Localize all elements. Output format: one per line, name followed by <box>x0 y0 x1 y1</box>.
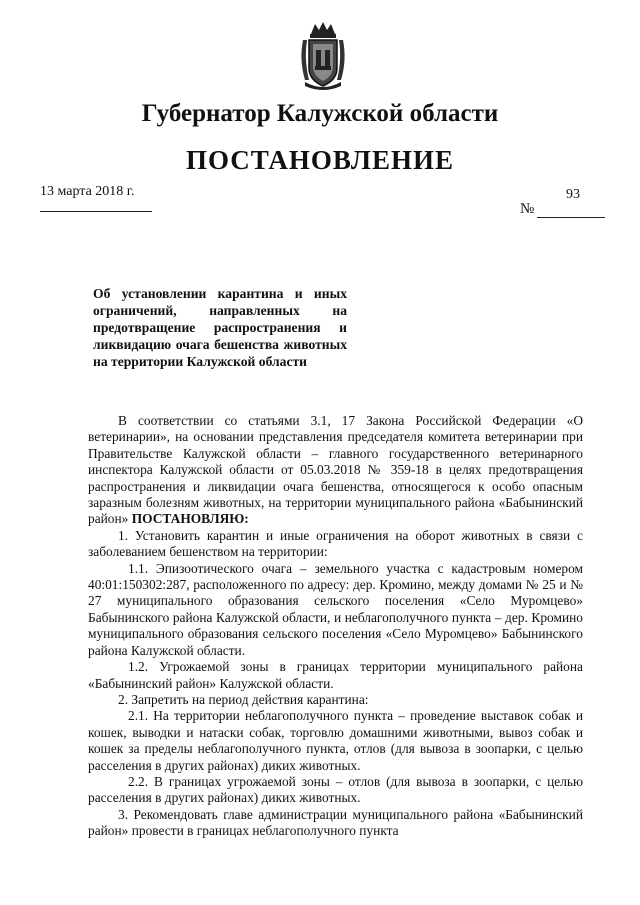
body-preamble <box>88 413 583 528</box>
date-underline <box>40 211 152 212</box>
number-sign-label: № <box>520 201 535 217</box>
document-date: 13 марта 2018 г. <box>40 184 135 199</box>
document-subject: Об установлении карантина и иных ограничений, направленных на предотвращение распространения и ликвидацию очага бешенства животных на территории Калужской области <box>93 286 347 369</box>
paragraph-2: 2. Запретить на период действия карантина: <box>118 691 369 707</box>
issuer-title: Губернатор Калужской области <box>141 100 499 127</box>
paragraph-3: 3. Рекомендовать главе администрации муниципального района «Бабынинский район» провести в границах неблагополучного пункта <box>88 806 583 839</box>
paragraph-1-1: 1.1. Эпизоотического очага – земельного участка с кадастровым номером 40:01:150302:287, расположенного по адресу: дер. Кромино, между домами № 25 и № 27 муниципального образования сельского поселения «Село Муромцево» Бабынинского района Калужской области, и неблагополучного пункта – дер. Кромино муниципального образования сельского поселения «Село Муромцево» Бабынинского района Калужской области. <box>88 560 583 658</box>
paragraph-1-2: 1.2. Угрожаемой зоны в границах территории муниципального района «Бабынинский район» Калужской области. <box>88 659 583 691</box>
preamble-text: В соответствии со статьями 3.1, 17 Закона Российской Федерации «О ветеринарии», на основании представления председателя комитета ветеринарии при Правительстве Калужской области – главного государственного ветеринарного инспектора Калужской области от 05.03.2018 № 359-18 в целях предотвращения распространения и ликвидации очага бешенства, относящегося к особо опасным заразным болезням животных, на территории муниципального района «Бабынинский район» <box>88 413 583 527</box>
coat-of-arms-emblem <box>297 20 349 92</box>
decree-word: ПОСТАНОВЛЯЮ: <box>131 511 249 527</box>
paragraph-2-2: 2.2. В границах угрожаемой зоны – отлов (для вывоза в зоопарки, с целью расселения в других районах) диких животных. <box>88 773 583 806</box>
document-number: 93 <box>566 187 580 202</box>
paragraph-1: 1. Установить карантин и иные ограничения на оборот животных в связи с заболеванием бешенством на территории: <box>88 527 583 560</box>
document-body <box>88 413 583 840</box>
number-underline <box>537 217 605 218</box>
paragraph-2-1: 2.1. На территории неблагополучного пункта – проведение выставок собак и кошек, выводки и натаски собак, торговлю домашними животными, вывоз собак и кошек за пределы неблагополучного пункта, отлов (для вывоза в зоопарки, с целью расселения в других районах) диких животных. <box>88 708 583 773</box>
document-type-heading: ПОСТАНОВЛЕНИЕ <box>185 145 455 175</box>
